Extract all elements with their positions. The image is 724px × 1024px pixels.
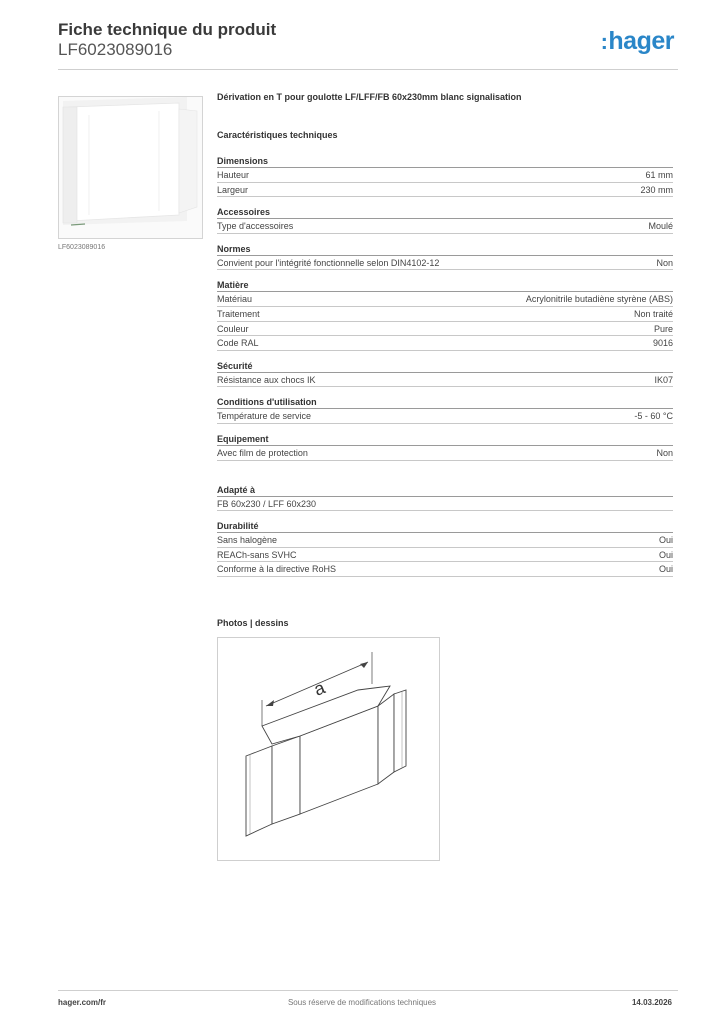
specs-heading: Caractéristiques techniques [217,130,338,140]
spec-row [217,183,673,198]
section-conditions [217,397,673,424]
spec-row [217,292,673,307]
spec-label: Résistance aux chocs IK [217,374,316,385]
spec-content [217,92,673,577]
spec-label: Température de service [217,411,312,422]
spec-row [217,256,673,271]
spec-row [217,562,673,577]
footer-divider [58,990,678,991]
section-normes [217,244,673,271]
footer-website[interactable]: hager.com/fr [58,998,107,1007]
hager-logo: :hager [600,27,674,55]
spec-row [217,446,673,461]
section-adapte [217,485,673,512]
spec-value: Non [656,257,673,268]
spec-row [217,409,673,424]
section-dimensions [217,156,673,197]
spec-value: Oui [658,549,673,560]
footer-date: 14.03.2026 [631,998,672,1007]
spec-label: Conforme à la directive RoHS [217,564,337,575]
page-header [58,20,678,60]
spec-label: FB 60x230 / LFF 60x230 [217,498,317,509]
section-title: Conditions d'utilisation [217,397,673,409]
spec-row [217,373,673,388]
section-title: Sécurité [217,361,673,373]
spec-row [217,168,673,183]
footer-notice: Sous réserve de modifications techniques [287,998,437,1007]
section-durabilite [217,521,673,577]
spec-row [217,322,673,337]
spec-label: Traitement [217,308,260,319]
spec-value: Oui [658,535,673,546]
spec-row [217,307,673,322]
section-securite [217,361,673,388]
spec-label: Sans halogène [217,535,278,546]
spec-value: Acrylonitrile butadiène styrène (ABS) [525,294,673,305]
spec-value: Non [656,447,673,458]
section-accessoires [217,207,673,234]
spec-label: Convient pour l'intégrité fonctionnelle selon DIN4102-12 [217,257,440,268]
spec-label: Avec film de protection [217,447,308,458]
spec-value: IK07 [654,374,673,385]
section-title: Dimensions [217,156,673,168]
dimension-label: a [311,677,328,700]
spec-value: -5 - 60 °C [634,411,673,422]
spec-label: Hauteur [217,170,250,180]
spec-row [217,497,673,512]
section-title: Adapté à [217,485,673,497]
document-title: Fiche technique du produit [58,20,277,39]
spec-value: Pure [653,323,673,334]
spec-label: REACh-sans SVHC [217,549,297,560]
section-matiere [217,280,673,350]
spec-value: Oui [658,564,673,575]
spec-row [217,336,673,351]
spec-value: 230 mm [640,184,673,195]
spec-label: Code RAL [217,338,259,349]
photos-section-title: Photos | dessins [217,618,289,628]
technical-drawing [217,637,440,861]
spec-value: Moulé [648,221,673,232]
photo-caption: LF6023089016 [58,244,106,251]
section-equipement [217,434,673,461]
spec-label: Matériau [217,294,253,305]
header-divider [58,69,678,70]
spec-label: Type d'accessoires [217,221,294,232]
section-title: Matière [217,280,673,292]
spec-row [217,548,673,563]
logo-text: hager [608,27,674,55]
spec-label: Couleur [217,323,249,334]
product-reference: LF6023089016 [58,40,173,59]
product-description: Dérivation en T pour goulotte LF/LFF/FB 60x230mm blanc signalisation [217,92,522,102]
section-title: Accessoires [217,207,673,219]
spec-value: 61 mm [645,170,673,180]
section-title: Normes [217,244,673,256]
product-photo [58,96,203,239]
spec-value: Non traité [633,308,673,319]
tee-junction-drawing [218,638,439,860]
spec-label: Largeur [217,184,249,195]
section-title: Durabilité [217,521,673,533]
section-title: Equipement [217,434,673,446]
spec-row [217,533,673,548]
spec-row [217,219,673,234]
spec-value: 9016 [652,338,673,349]
product-image [59,97,203,239]
